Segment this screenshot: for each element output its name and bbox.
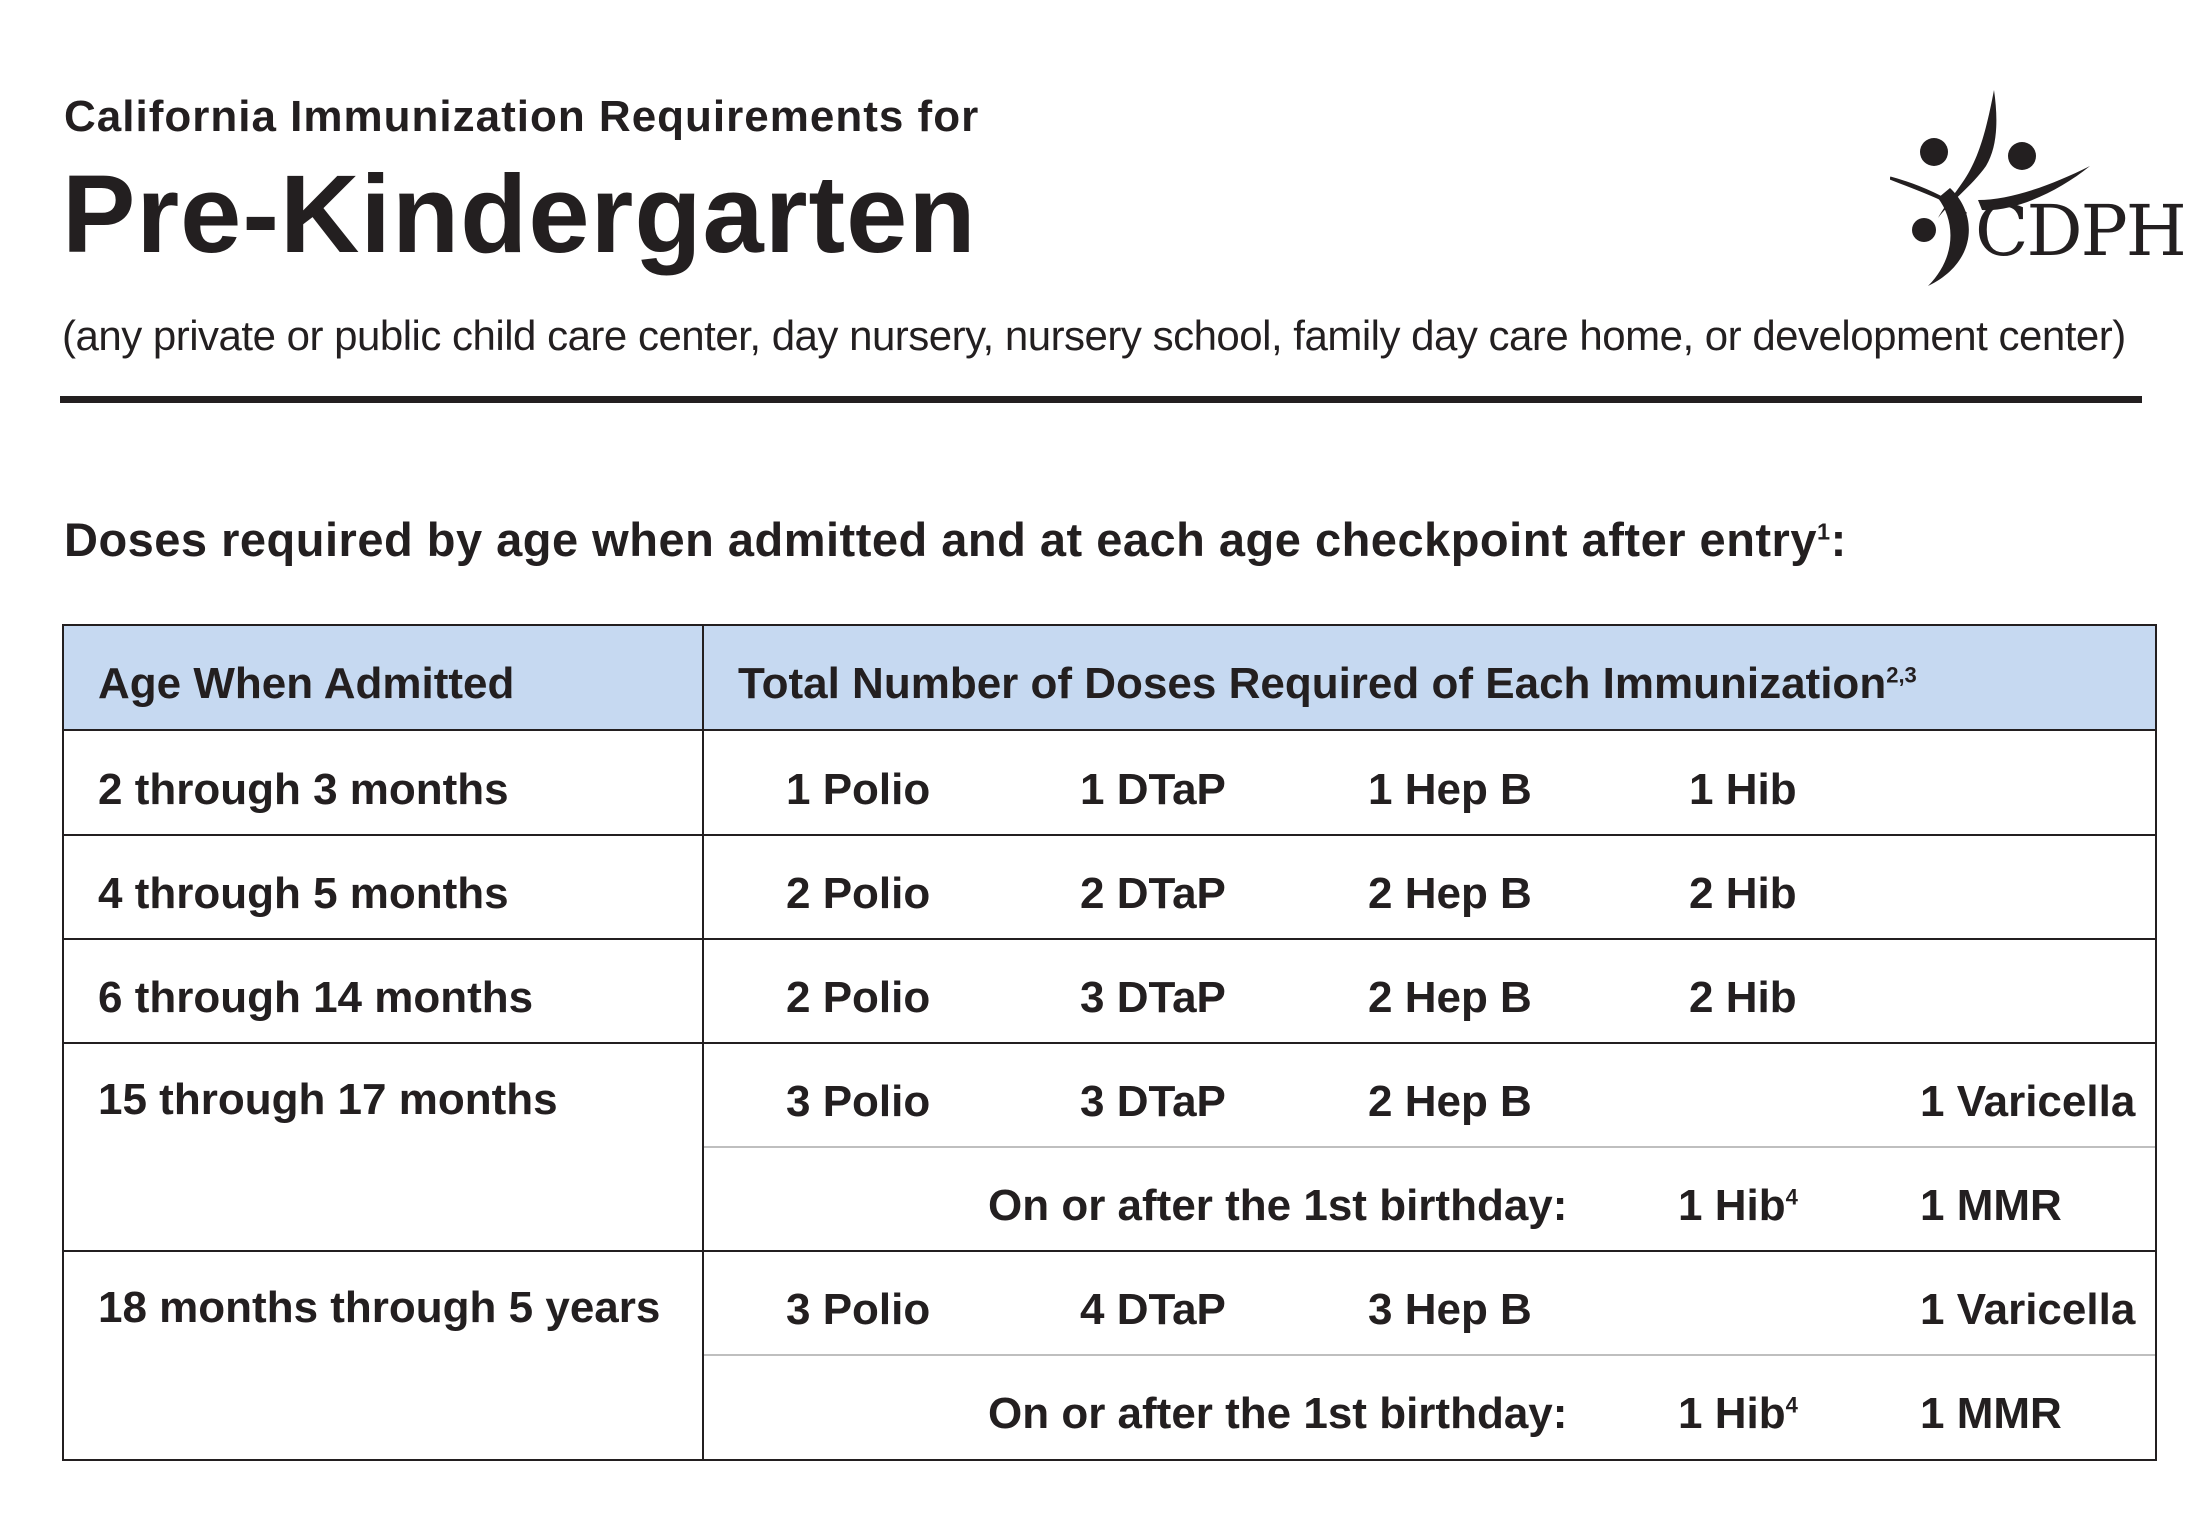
cdph-logo (1890, 82, 2185, 292)
dose-cell-hepb: 3 Hep B (1368, 1285, 1532, 1334)
dose-cell-mmr: 1 MMR (1920, 1389, 2062, 1438)
footnote-ref: 1 (1816, 518, 1831, 545)
dose-cell-hepb: 2 Hep B (1368, 973, 1532, 1022)
dose-cell-polio: 2 Polio (786, 973, 931, 1022)
dose-cell-hib: 2 Hib (1689, 973, 1797, 1022)
table-border-left (62, 624, 64, 1461)
row-divider (62, 938, 2157, 940)
dose-cell-hib: 1 Hib (1689, 765, 1797, 814)
dose-cell-polio: 2 Polio (786, 869, 931, 918)
column-header-doses (738, 659, 1917, 708)
column-header-age: Age When Admitted (98, 659, 515, 708)
dose-cell-dtap: 3 DTaP (1080, 1077, 1226, 1126)
document-kicker: California Immunization Requirements for (64, 92, 980, 141)
dose-cell-hepb: 2 Hep B (1368, 869, 1532, 918)
dose-cell-hepb: 2 Hep B (1368, 1077, 1532, 1126)
dose-cell-varicella: 1 Varicella (1920, 1285, 2136, 1334)
age-cell: 15 through 17 months (98, 1075, 558, 1124)
section-heading-suffix: : (1830, 513, 1847, 566)
dose-cell-hib-text: 1 Hib (1678, 1389, 1786, 1438)
dose-cell-varicella: 1 Varicella (1920, 1077, 2136, 1126)
footnote-ref: 2,3 (1886, 662, 1917, 688)
dose-cell-polio: 3 Polio (786, 1077, 931, 1126)
sub-row-divider (704, 1354, 2157, 1356)
footnote-ref: 4 (1785, 1184, 1798, 1210)
dose-cell-polio: 1 Polio (786, 765, 931, 814)
section-heading (64, 512, 1847, 567)
immunization-table (62, 624, 2157, 1461)
header-divider (60, 396, 2142, 403)
age-cell: 2 through 3 months (98, 765, 509, 814)
dose-cell-hepb: 1 Hep B (1368, 765, 1532, 814)
dose-cell-mmr: 1 MMR (1920, 1181, 2062, 1230)
page-subtitle: (any private or public child care center, day nursery, nursery school, family day care home, or development center) (62, 312, 2126, 359)
table-border-bottom (62, 1459, 2157, 1461)
cdph-logo-text: CDPH (1975, 190, 2185, 272)
footnote-ref: 4 (1785, 1392, 1798, 1418)
dose-cell-hib (1678, 1389, 1798, 1438)
dose-cell-dtap: 2 DTaP (1080, 869, 1226, 918)
sub-row-divider (704, 1146, 2157, 1148)
dose-cell-dtap: 4 DTaP (1080, 1285, 1226, 1334)
row-divider (62, 834, 2157, 836)
dose-cell-polio: 3 Polio (786, 1285, 931, 1334)
age-cell: 4 through 5 months (98, 869, 509, 918)
birthday-label: On or after the 1st birthday: (988, 1389, 1568, 1438)
table-border-top (62, 624, 2157, 626)
dose-cell-hib-text: 1 Hib (1678, 1181, 1786, 1230)
dose-cell-dtap: 1 DTaP (1080, 765, 1226, 814)
dose-cell-hib: 2 Hib (1689, 869, 1797, 918)
column-header-doses-text: Total Number of Doses Required of Each Immunization (738, 659, 1887, 708)
page-title: Pre-Kindergarten (62, 153, 977, 276)
row-divider (62, 729, 2157, 731)
section-heading-text: Doses required by age when admitted and at each age checkpoint after entry (64, 513, 1817, 566)
age-cell: 18 months through 5 years (98, 1283, 661, 1332)
row-divider (62, 1042, 2157, 1044)
table-border-right (2155, 624, 2157, 1461)
age-cell: 6 through 14 months (98, 973, 534, 1022)
dose-cell-dtap: 3 DTaP (1080, 973, 1226, 1022)
row-divider (62, 1250, 2157, 1252)
column-divider (702, 624, 704, 1461)
birthday-label: On or after the 1st birthday: (988, 1181, 1568, 1230)
dose-cell-hib (1678, 1181, 1798, 1230)
